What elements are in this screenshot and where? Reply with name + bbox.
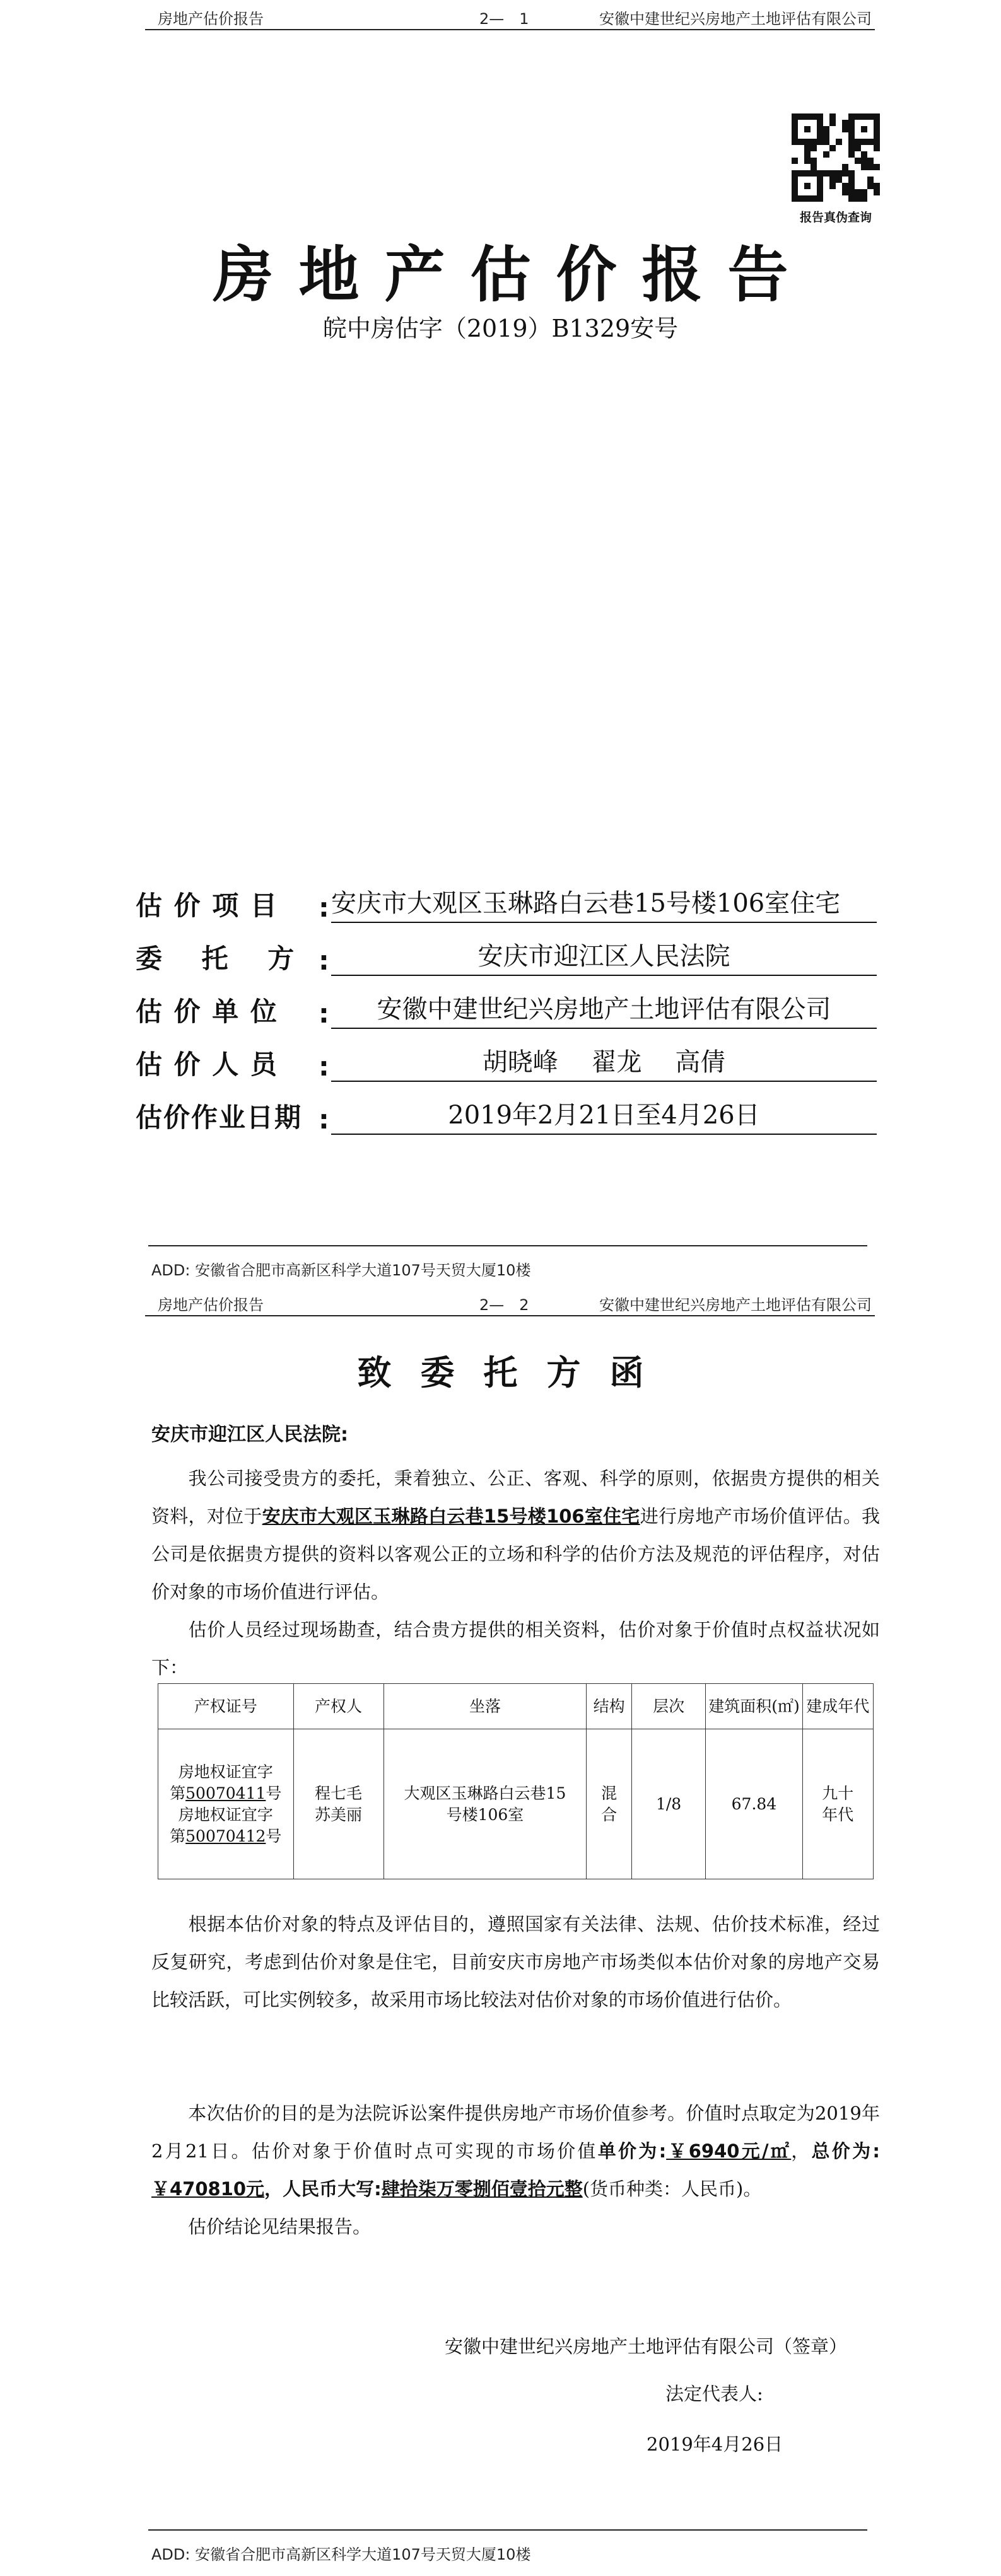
legal-representative: 法定代表人: <box>665 2383 763 2405</box>
header-right: 安徽中建世纪兴房地产土地评估有限公司 <box>599 10 872 28</box>
info-label: 估 价 项 目 <box>136 890 278 921</box>
footer-address: ADD: 安徽省合肥市高新区科学大道107号天贸大厦10楼 <box>151 2546 531 2563</box>
header-page-number: 2— 1 <box>479 10 529 28</box>
col-header: 产权证号 <box>158 1684 294 1729</box>
info-row-client: 委 托 方 : 安庆市迎江区人民法院 <box>136 923 877 976</box>
cell-cert: 房地权证宜字 第50070411号 房地权证宜字 第50070412号 <box>158 1729 294 1879</box>
paragraph-3: 根据本估价对象的特点及评估目的，遵照国家有关法律、法规、估价技术标准，经过反复研究，考虑到估价对象是住宅，目前安庆市房地产市场类似本估价对象的房地产交易比较活跃，可比实例较多，故采用市场比较法对估价对象的市场价值进行估价。 <box>151 1913 880 2010</box>
cell-year: 九十年代 <box>802 1729 873 1879</box>
total-price-words: 肆拾柒万零捌佰壹拾元整 <box>381 2178 583 2200</box>
info-row-appraisers: 估 价 人 员 : 胡晓峰 翟龙 高倩 <box>136 1029 877 1082</box>
info-value: 安徽中建世纪兴房地产土地评估有限公司 <box>331 989 877 1029</box>
info-row-dates: 估价作业日期 : 2019年2月21日至4月26日 <box>136 1082 877 1135</box>
paragraph-2: 估价人员经过现场勘查，结合贵方提供的相关资料，估价对象于价值时点权益状况如下： <box>151 1619 880 1678</box>
info-value: 2019年2月21日至4月26日 <box>331 1095 877 1135</box>
qr-block[interactable] <box>788 113 883 225</box>
footer-address: ADD: 安徽省合肥市高新区科学大道107号天贸大厦10楼 <box>151 1262 531 1279</box>
col-header: 建筑面积(㎡) <box>706 1684 802 1729</box>
qr-caption: 报告真伪查询 <box>799 211 872 224</box>
table-row <box>158 1729 874 1879</box>
cover-page <box>0 0 1001 1286</box>
report-number: 皖中房估字（2019）B1329安号 <box>322 315 679 342</box>
info-row-project: 估 价 项 目 : 安庆市大观区玉琳路白云巷15号楼106室住宅 <box>136 870 877 923</box>
property-rights-table <box>158 1683 874 1879</box>
signature-date: 2019年4月26日 <box>647 2434 783 2455</box>
header-page-number: 2— 2 <box>479 1296 529 1314</box>
info-value: 安庆市迎江区人民法院 <box>331 936 877 976</box>
footer-divider <box>148 2529 867 2531</box>
table-header-row <box>158 1684 874 1729</box>
header-left: 房地产估价报告 <box>158 1296 264 1314</box>
letter-page <box>0 1286 1001 2576</box>
cell-structure: 混合 <box>587 1729 632 1879</box>
info-value: 安庆市大观区玉琳路白云巷15号楼106室住宅 <box>331 883 877 923</box>
header-divider <box>145 1315 875 1316</box>
info-label: 委 托 方 <box>136 943 296 974</box>
paragraph-4: 本次估价的目的是为法院诉讼案件提供房地产市场价值参考。价值时点取定为2019年2月21日。估价对象于价值时点可实现的市场价值单价为:￥6940元/㎡，总价为:￥470810元，人民币大写:肆拾柒万零捌佰壹拾元整(货币种类：人民币)。 <box>151 2103 880 2200</box>
info-label: 估 价 单 位 <box>136 996 278 1027</box>
total-price: ￥470810元 <box>151 2178 265 2200</box>
col-header: 层次 <box>631 1684 705 1729</box>
info-row-appraiser-org: 估 价 单 位 : 安徽中建世纪兴房地产土地评估有限公司 <box>136 976 877 1029</box>
cell-location: 大观区玉琳路白云巷15号楼106室 <box>383 1729 587 1879</box>
footer-divider <box>148 1245 867 1246</box>
info-value: 胡晓峰 翟龙 高倩 <box>331 1042 877 1082</box>
col-header: 坐落 <box>383 1684 587 1729</box>
col-header: 建成年代 <box>802 1684 873 1729</box>
cell-floor: 1/8 <box>631 1729 705 1879</box>
cover-info <box>136 870 877 1135</box>
paragraph-5: 估价结论见结果报告。 <box>188 2216 372 2237</box>
header-left: 房地产估价报告 <box>158 10 264 28</box>
info-label: 估 价 人 员 <box>136 1049 278 1080</box>
unit-price: ￥6940元/㎡ <box>666 2140 792 2162</box>
paragraph-1: 我公司接受贵方的委托，秉着独立、公正、客观、科学的原则，依据贵方提供的相关资料，对位于安庆市大观区玉琳路白云巷15号楼106室住宅进行房地产市场价值评估。我公司是依据贵方提供的资料以客观公正的立场和科学的估价方法及规范的评估程序，对估价对象的市场价值进行评估。 <box>151 1468 880 1603</box>
qr-code-icon[interactable] <box>792 113 880 202</box>
cell-owners: 程七毛 苏美丽 <box>293 1729 383 1879</box>
header-divider <box>145 29 875 30</box>
header-right: 安徽中建世纪兴房地产土地评估有限公司 <box>599 1296 872 1314</box>
letter-title: 致委托方函 <box>357 1352 673 1393</box>
report-title: 房地产估价报告 <box>213 239 814 310</box>
addressee: 安庆市迎江区人民法院: <box>151 1424 348 1446</box>
property-address: 安庆市大观区玉琳路白云巷15号楼106室住宅 <box>262 1506 640 1527</box>
company-signature: 安徽中建世纪兴房地产土地评估有限公司（签章） <box>445 2336 848 2357</box>
cell-area: 67.84 <box>706 1729 802 1879</box>
info-label: 估价作业日期 <box>136 1102 303 1133</box>
col-header: 产权人 <box>293 1684 383 1729</box>
col-header: 结构 <box>587 1684 632 1729</box>
